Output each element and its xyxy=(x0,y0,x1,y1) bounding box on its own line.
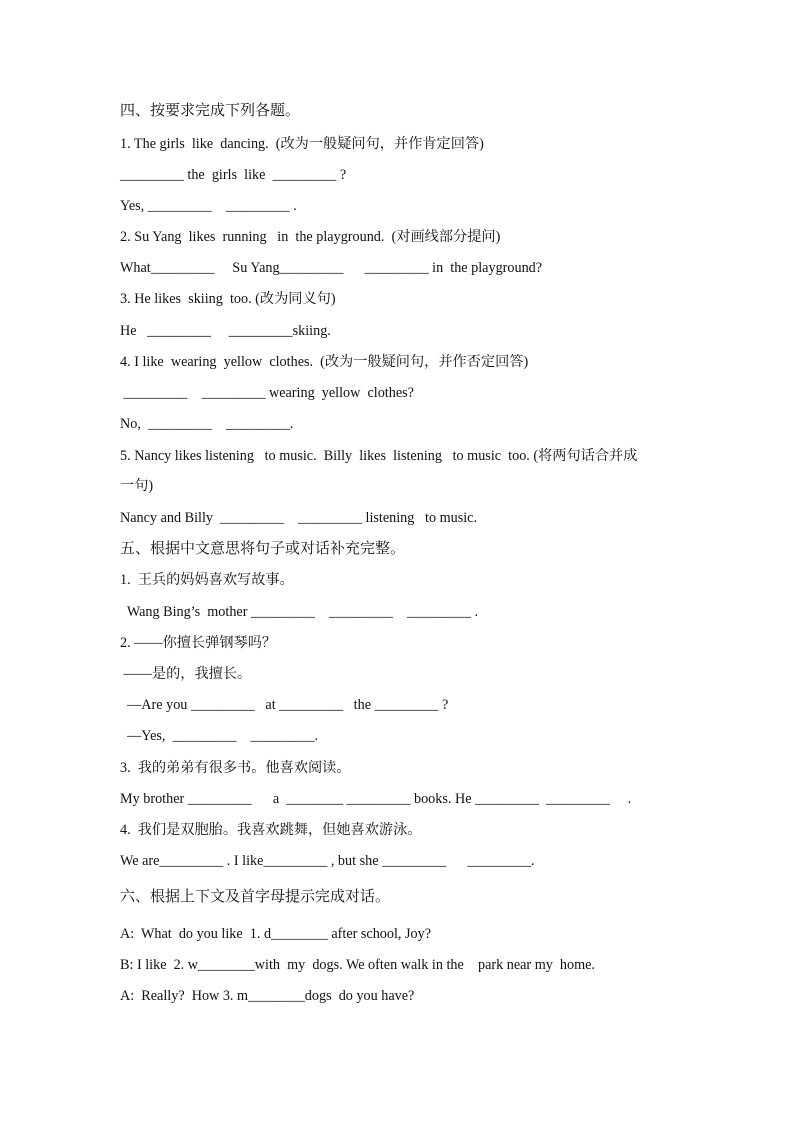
section-4-heading: 四、按要求完成下列各题。 xyxy=(120,103,301,119)
q4-5-prompt: 5. Nancy likes listening to music. Billy likes listening to music too. (将两句话合并成 xyxy=(120,448,638,464)
q5-3-prompt: 3. 我的弟弟有很多书。他喜欢阅读。 xyxy=(120,760,351,776)
q5-1-answer: Wang Bing’s mother _________ _________ _________ . xyxy=(120,604,479,620)
q4-4-answer-reply: No, _________ _________. xyxy=(120,416,294,432)
q4-5-answer: Nancy and Billy _________ _________ listening to music. xyxy=(120,510,478,526)
q5-2-prompt-reply: ——是的，我擅长。 xyxy=(120,666,252,682)
section-6-heading: 六、根据上下文及首字母提示完成对话。 xyxy=(120,889,391,905)
q4-1-answer-question: _________ the girls like _________ ? xyxy=(120,167,347,183)
section-5-heading: 五、根据中文意思将句子或对话补充完整。 xyxy=(120,541,406,557)
q4-4-prompt: 4. I like wearing yellow clothes. (改为一般疑问句，并作否定回答) xyxy=(120,354,529,370)
q4-2-answer: What_________ Su Yang_________ _________ in the playground? xyxy=(120,260,543,276)
q4-1-answer-reply: Yes, _________ _________ . xyxy=(120,198,297,214)
q4-5-prompt-continued: 一句) xyxy=(120,478,154,494)
q5-2-prompt-question: 2. ——你擅长弹钢琴吗？ xyxy=(120,635,277,651)
q5-4-prompt: 4. 我们是双胞胎。我喜欢跳舞，但她喜欢游泳。 xyxy=(120,822,422,838)
q5-1-prompt: 1. 王兵的妈妈喜欢写故事。 xyxy=(120,572,294,588)
q5-3-answer: My brother _________ a ________ _________ books. He _________ _________ . xyxy=(120,791,632,807)
q5-2-answer-question: —Are you _________ at _________ the _________ ? xyxy=(120,697,449,713)
q5-2-answer-reply: —Yes, _________ _________. xyxy=(120,728,318,744)
dialogue-line-a1: A: What do you like 1. d________ after school, Joy? xyxy=(120,926,432,942)
q4-3-answer: He _________ _________skiing. xyxy=(120,323,331,339)
q4-4-answer-question: _________ _________ wearing yellow clothes? xyxy=(120,385,414,401)
q5-4-answer: We are_________ . I like_________ , but she _________ _________. xyxy=(120,853,535,869)
q4-3-prompt: 3. He likes skiing too. (改为同义句) xyxy=(120,291,336,307)
dialogue-line-a2: A: Really? How 3. m________dogs do you have? xyxy=(120,988,415,1004)
dialogue-line-b1: B: I like 2. w________with my dogs. We often walk in the park near my home. xyxy=(120,957,595,973)
q4-1-prompt: 1. The girls like dancing. (改为一般疑问句，并作肯定回答) xyxy=(120,136,484,152)
q4-2-prompt: 2. Su Yang likes running in the playground. (对画线部分提问) xyxy=(120,229,501,245)
